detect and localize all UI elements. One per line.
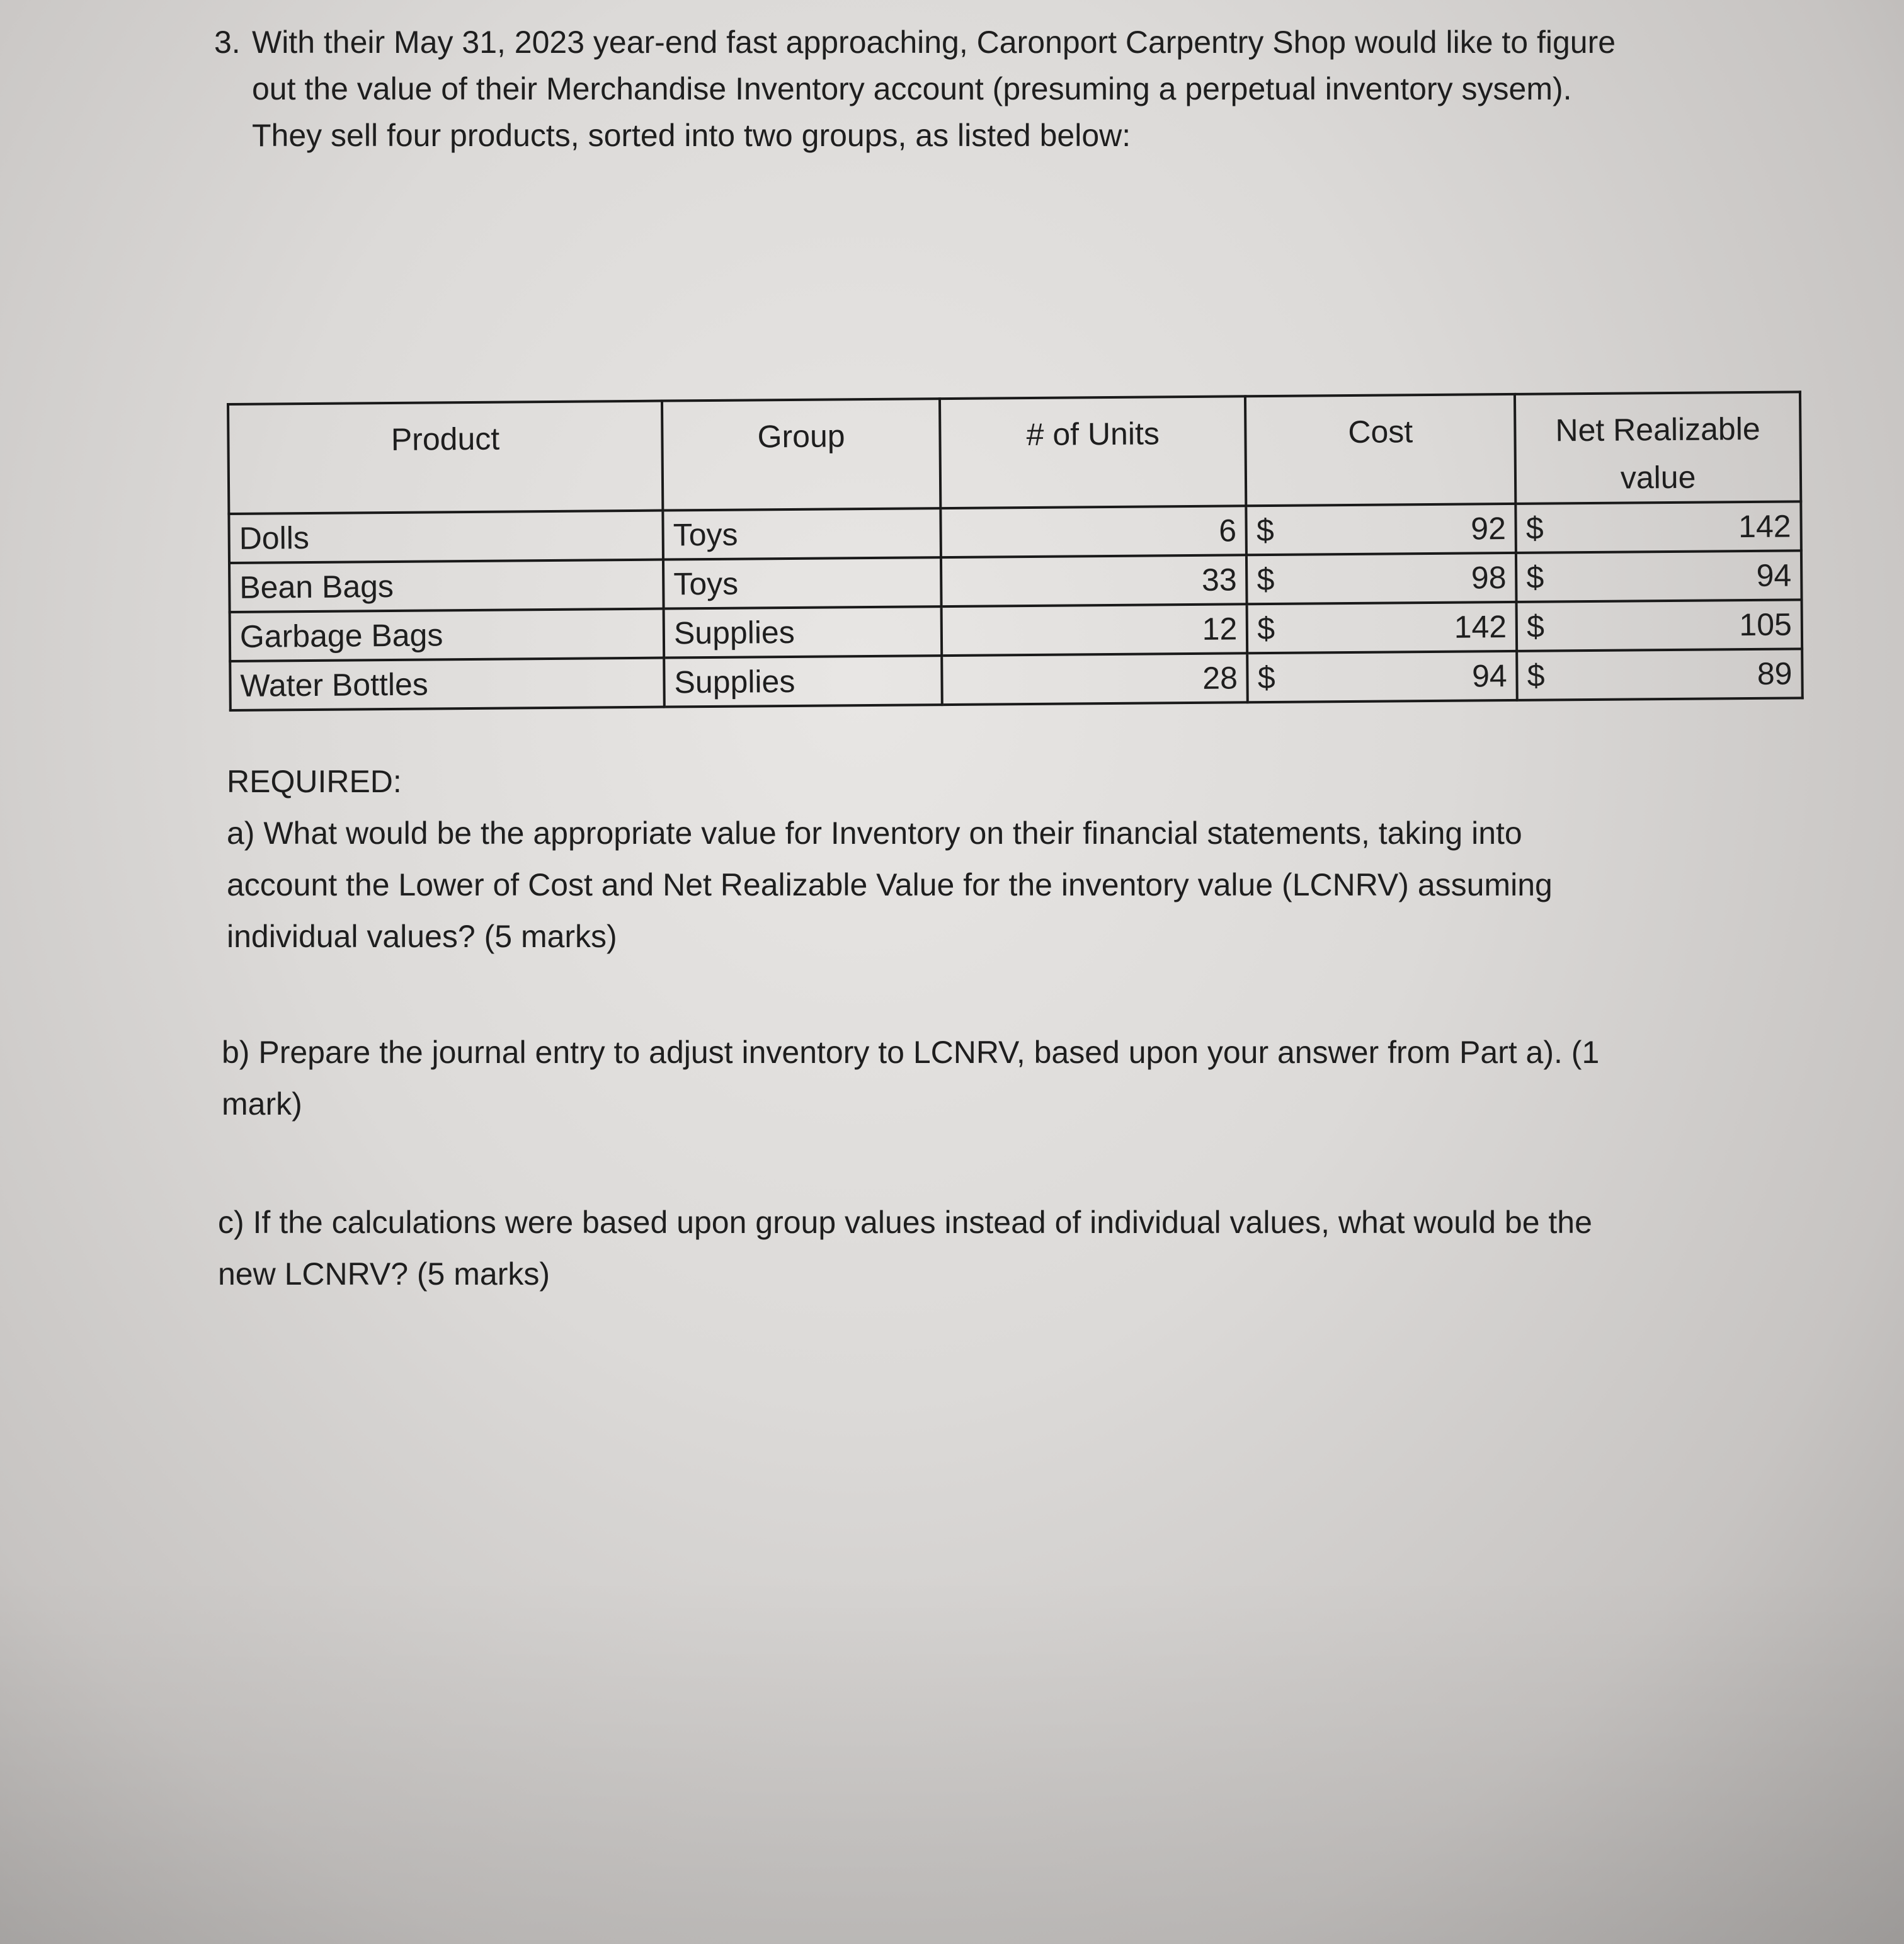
cell-units: 12: [942, 604, 1248, 656]
part-b: [222, 1026, 1834, 1130]
header-units: # of Units: [940, 396, 1246, 508]
currency-symbol: $: [1256, 512, 1275, 549]
currency-symbol: $: [1526, 608, 1545, 644]
cell-cost: [1248, 651, 1517, 702]
nrv-value: 94: [1756, 557, 1792, 593]
cell-cost: [1246, 553, 1516, 604]
currency-symbol: $: [1526, 559, 1544, 595]
question-line-1: With their May 31, 2023 year-end fast approaching, Caronport Carpentry Shop would like to figure: [252, 25, 1616, 60]
cell-product: Water Bottles: [230, 658, 664, 710]
currency-symbol: $: [1257, 610, 1275, 647]
table-header-row: [228, 392, 1801, 514]
currency-symbol: $: [1257, 561, 1275, 598]
cell-group: Supplies: [664, 656, 942, 707]
nrv-value: 105: [1739, 606, 1793, 643]
cell-cost: [1247, 602, 1517, 653]
cell-group: Supplies: [664, 606, 942, 657]
header-nrv: [1515, 392, 1801, 504]
header-product: Product: [228, 401, 663, 514]
cell-nrv: [1517, 600, 1802, 651]
cell-product: Dolls: [229, 511, 663, 563]
currency-symbol: $: [1527, 657, 1545, 693]
cost-value: 98: [1471, 560, 1507, 596]
cell-nrv: [1516, 501, 1801, 553]
question-line-3: They sell four products, sorted into two groups, as listed below:: [252, 118, 1131, 153]
question-line-2: out the value of their Merchandise Inventory account (presuming a perpetual inventory sysem).: [252, 71, 1572, 106]
nrv-value: 142: [1738, 508, 1791, 545]
part-a-line-1: a) What would be the appropriate value for Inventory on their financial statements, taking into: [227, 816, 1522, 851]
cost-value: 142: [1454, 609, 1507, 645]
paper-shadow: [0, 1574, 1904, 1944]
part-a-line-2: account the Lower of Cost and Net Realizable Value for the inventory value (LCNRV) assuming: [227, 867, 1553, 902]
header-cost: Cost: [1245, 394, 1515, 506]
required-heading: REQUIRED:: [227, 764, 402, 799]
part-c: [218, 1197, 1830, 1300]
question-text: [214, 19, 1751, 159]
inventory-table: [227, 390, 1804, 712]
part-c-line-1: c) If the calculations were based upon group values instead of individual values, what would be the: [218, 1205, 1592, 1240]
cost-value: 92: [1471, 511, 1507, 547]
part-b-line-1: b) Prepare the journal entry to adjust inventory to LCNRV, based upon your answer from Part a). (1: [222, 1035, 1600, 1070]
nrv-value: 89: [1757, 656, 1793, 691]
header-group: Group: [662, 399, 941, 510]
required-section: [227, 756, 1764, 962]
currency-symbol: $: [1525, 510, 1544, 546]
part-c-line-2: new LCNRV? (5 marks): [218, 1256, 550, 1292]
cell-units: 6: [941, 506, 1247, 557]
cell-units: 33: [941, 555, 1247, 606]
part-b-line-2: mark): [222, 1086, 302, 1122]
cell-group: Toys: [663, 508, 941, 559]
cell-nrv: [1516, 550, 1801, 602]
cell-product: Garbage Bags: [230, 609, 664, 661]
cell-units: 28: [942, 653, 1248, 705]
part-a-line-3: individual values? (5 marks): [227, 919, 617, 954]
header-nrv-line-2: value: [1620, 459, 1696, 496]
cost-value: 94: [1471, 658, 1507, 694]
cell-cost: [1246, 504, 1516, 555]
cell-nrv: [1517, 649, 1802, 700]
cell-group: Toys: [663, 557, 942, 608]
currency-symbol: $: [1257, 659, 1275, 696]
cell-product: Bean Bags: [229, 560, 664, 612]
question-number: 3.: [214, 25, 241, 60]
header-nrv-line-1: Net Realizable: [1555, 411, 1760, 448]
